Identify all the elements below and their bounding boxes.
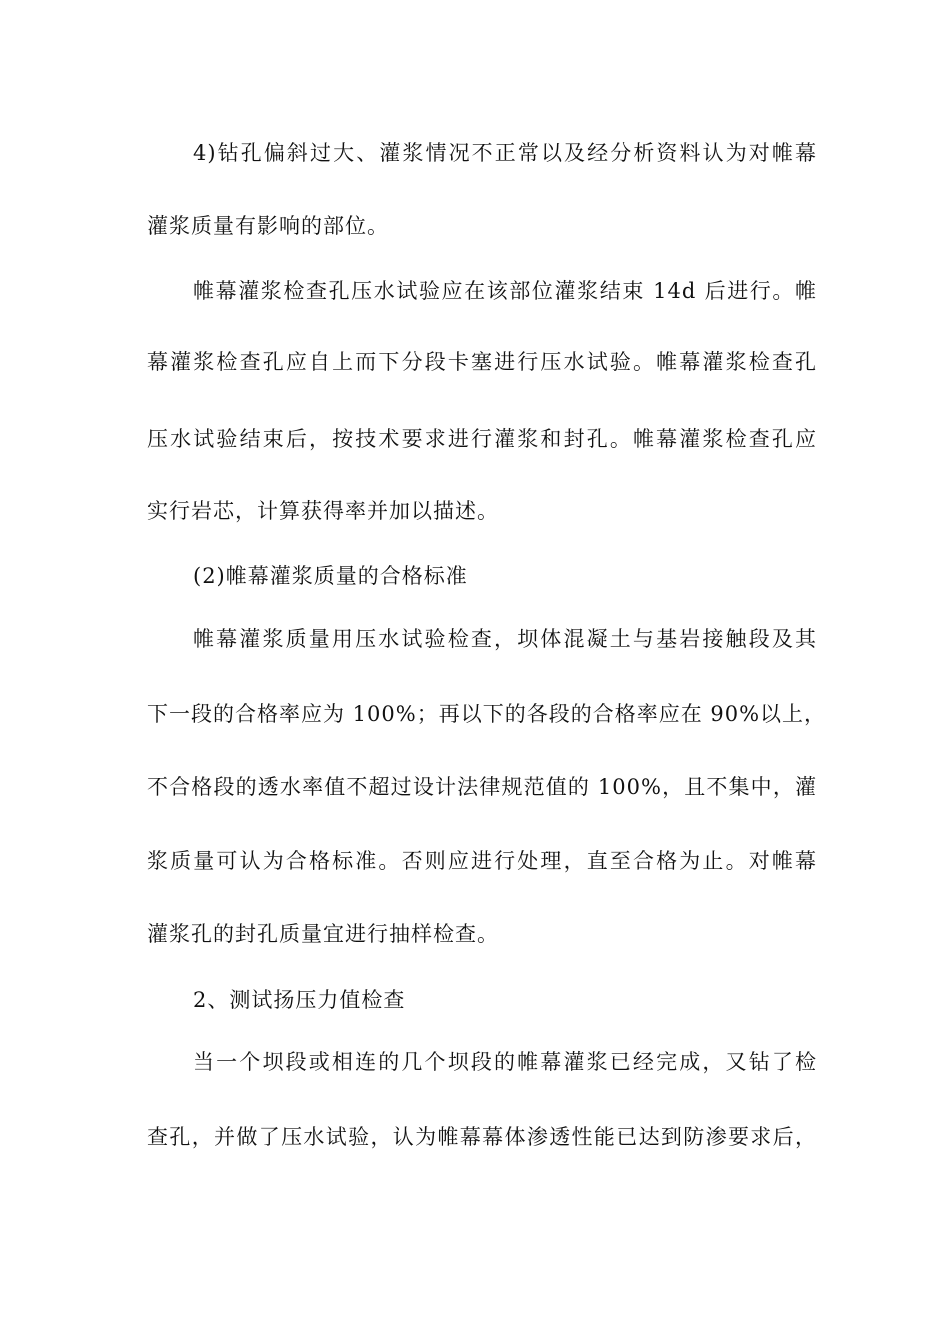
paragraph-line: 查孔，并做了压水试验，认为帷幕幕体渗透性能已达到防渗要求后， [147,1125,817,1149]
paragraph-line: 幕灌浆检查孔应自上而下分段卡塞进行压水试验。帷幕灌浆检查孔 [147,350,817,374]
paragraph-line: 不合格段的透水率值不超过设计法律规范值的 100%，且不集中，灌 [147,775,817,799]
paragraph-line: 帷幕灌浆质量用压水试验检查，坝体混凝土与基岩接触段及其 [193,627,817,651]
section-heading: (2)帷幕灌浆质量的合格标准 [193,564,468,588]
paragraph-line: 下一段的合格率应为 100%；再以下的各段的合格率应在 90%以上， [147,702,827,726]
paragraph-line: 灌浆孔的封孔质量宜进行抽样检查。 [147,922,499,946]
section-heading: 2、测试扬压力值检查 [193,988,406,1012]
paragraph-line: 帷幕灌浆检查孔压水试验应在该部位灌浆结束 14d 后进行。帷 [193,279,817,303]
paragraph-line: 实行岩芯，计算获得率并加以描述。 [147,499,499,523]
paragraph-line: 4)钻孔偏斜过大、灌浆情况不正常以及经分析资料认为对帷幕 [193,141,817,165]
paragraph-line: 当一个坝段或相连的几个坝段的帷幕灌浆已经完成，又钻了检 [193,1050,817,1074]
paragraph-line: 浆质量可认为合格标准。否则应进行处理，直至合格为止。对帷幕 [147,849,817,873]
paragraph-line: 压水试验结束后，按技术要求进行灌浆和封孔。帷幕灌浆检查孔应 [147,427,817,451]
paragraph-line: 灌浆质量有影响的部位。 [147,214,389,238]
